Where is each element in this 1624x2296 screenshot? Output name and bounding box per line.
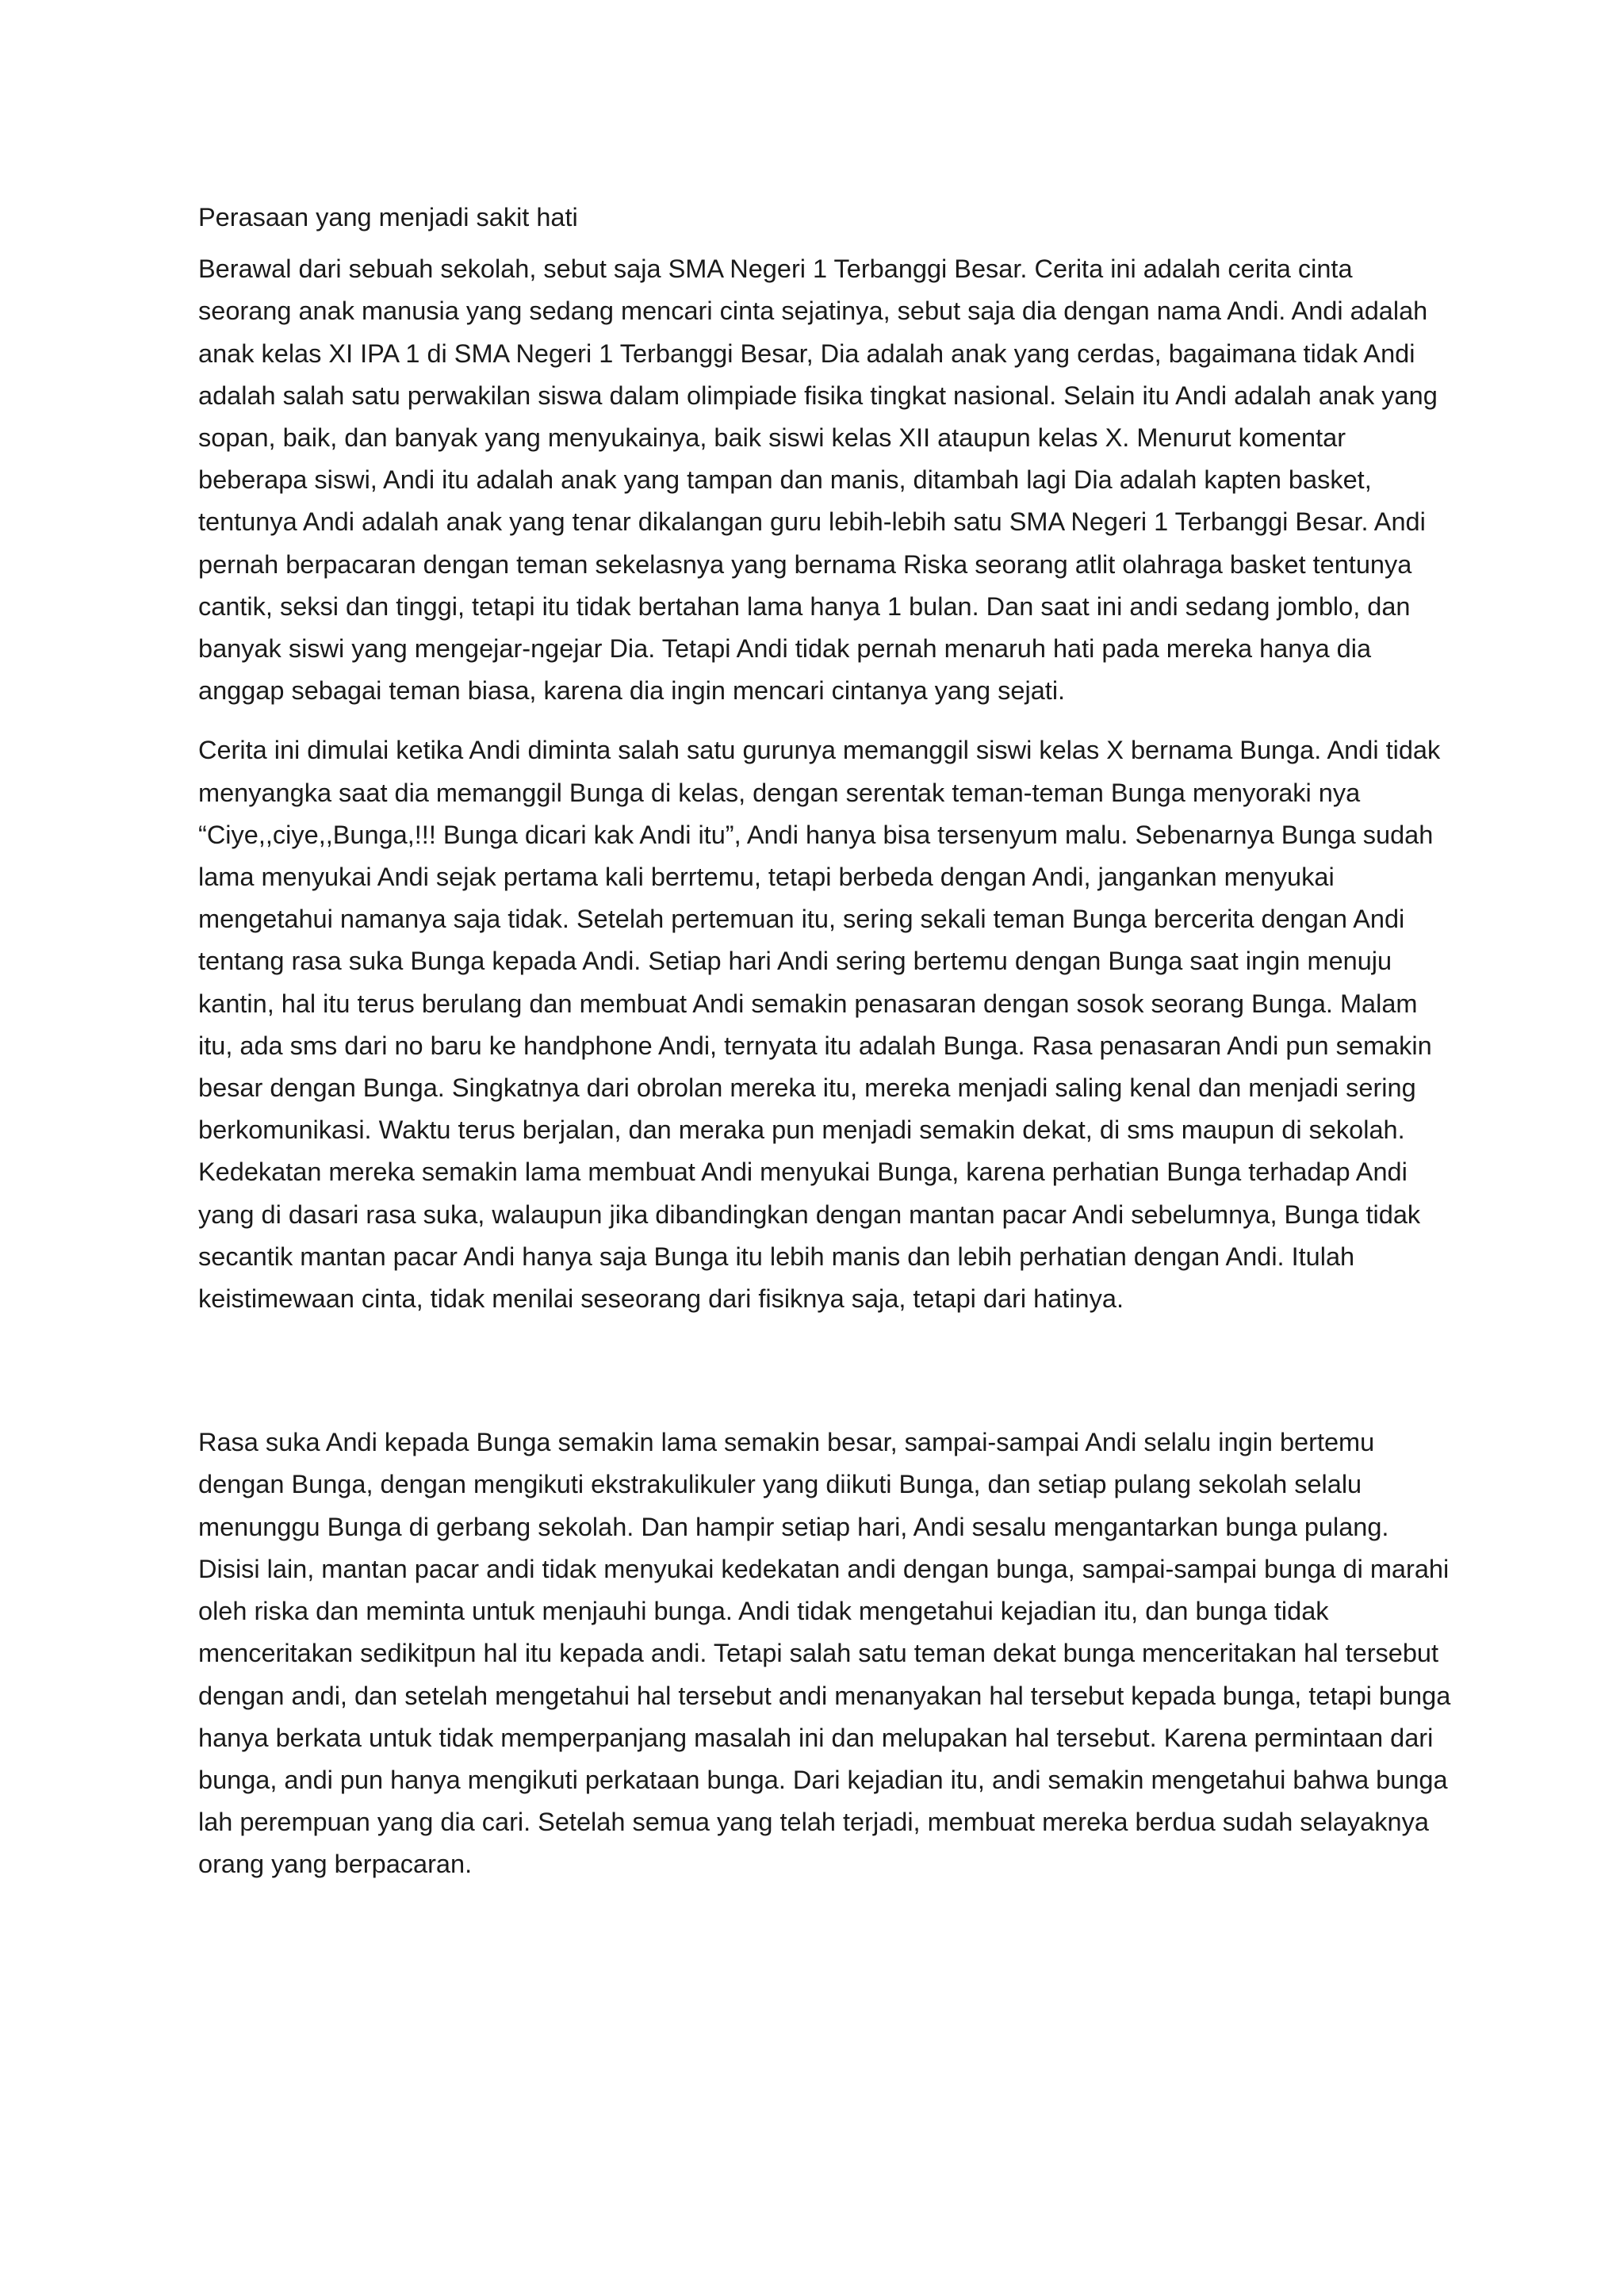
paragraph-2: Cerita ini dimulai ketika Andi diminta salah satu gurunya memanggil siswi kelas X bernama Bunga. Andi tidak menyangka saat dia memanggil Bunga di kelas, dengan serentak teman-teman Bunga menyoraki nya “Ciye,,ciye,,Bunga,!!! Bunga dicari kak Andi itu”, Andi hanya bisa tersenyum malu. Sebenarnya Bunga sudah lama menyukai Andi sejak pertama kali berrtemu, tetapi berbeda dengan Andi, jangankan menyukai mengetahui namanya saja tidak. Setelah pertemuan itu, sering sekali teman Bunga bercerita dengan Andi tentang rasa suka Bunga kepada Andi. Setiap hari Andi sering bertemu dengan Bunga saat ingin menuju kantin, hal itu terus berulang dan membuat Andi semakin penasaran dengan sosok seorang Bunga. Malam itu, ada sms dari no baru ke handphone Andi, ternyata itu adalah Bunga. Rasa penasaran Andi pun semakin besar dengan Bunga. Singkatnya dari obrolan mereka itu, mereka menjadi saling kenal dan menjadi sering berkomunikasi. Waktu terus berjalan, dan meraka pun menjadi semakin dekat, di sms maupun di sekolah. Kedekatan mereka semakin lama membuat Andi menyukai Bunga, karena perhatian Bunga terhadap Andi yang di dasari rasa suka, walaupun jika dibandingkan dengan mantan pacar Andi sebelumnya, Bunga tidak secantik mantan pacar Andi hanya saja Bunga itu lebih manis dan lebih perhatian dengan Andi. Itulah keistimewaan cinta, tidak menilai seseorang dari fisiknya saja, tetapi dari hatinya.: [198, 736, 1441, 1314]
document-title: Perasaan yang menjadi sakit hati: [198, 203, 578, 232]
paragraph-1: Berawal dari sebuah sekolah, sebut saja SMA Negeri 1 Terbanggi Besar. Cerita ini adalah cerita cinta seorang anak manusia yang sedang mencari cinta sejatinya, sebut saja dia dengan nama Andi. Andi adalah anak kelas XI IPA 1 di SMA Negeri 1 Terbanggi Besar, Dia adalah anak yang cerdas, bagaimana tidak Andi adalah salah satu perwakilan siswa dalam olimpiade fisika tingkat nasional. Selain itu Andi adalah anak yang sopan, baik, dan banyak yang menyukainya, baik siswi kelas XII ataupun kelas X. Menurut komentar beberapa siswi, Andi itu adalah anak yang tampan dan manis, ditambah lagi Dia adalah kapten basket, tentunya Andi adalah anak yang tenar dikalangan guru lebih-lebih satu SMA Negeri 1 Terbanggi Besar. Andi pernah berpacaran dengan teman sekelasnya yang bernama Riska seorang atlit olahraga basket tentunya cantik, seksi dan tinggi, tetapi itu tidak bertahan lama hanya 1 bulan. Dan saat ini andi sedang jomblo, dan banyak siswi yang mengejar-ngejar Dia. Tetapi Andi tidak pernah menaruh hati pada mereka hanya dia anggap sebagai teman biasa, karena dia ingin mencari cintanya yang sejati.: [198, 254, 1438, 706]
paragraph-3: Rasa suka Andi kepada Bunga semakin lama semakin besar, sampai-sampai Andi selalu ingin bertemu dengan Bunga, dengan mengikuti ekstrakulikuler yang diikuti Bunga, dan setiap pulang sekolah selalu menunggu Bunga di gerbang sekolah. Dan hampir setiap hari, Andi sesalu mengantarkan bunga pulang. Disisi lain, mantan pacar andi tidak menyukai kedekatan andi dengan bunga, sampai-sampai bunga di marahi oleh riska dan meminta untuk menjauhi bunga. Andi tidak mengetahui kejadian itu, dan bunga tidak menceritakan sedikitpun hal itu kepada andi. Tetapi salah satu teman dekat bunga menceritakan hal tersebut dengan andi, dan setelah mengetahui hal tersebut andi menanyakan hal tersebut kepada bunga, tetapi bunga hanya berkata untuk tidak memperpanjang masalah ini dan melupakan hal tersebut. Karena permintaan dari bunga, andi pun hanya mengikuti perkataan bunga. Dari kejadian itu, andi semakin mengetahui bahwa bunga lah perempuan yang dia cari. Setelah semua yang telah terjadi, membuat mereka berdua sudah selayaknya orang yang berpacaran.: [198, 1428, 1451, 1879]
document-body: [198, 197, 1451, 1886]
